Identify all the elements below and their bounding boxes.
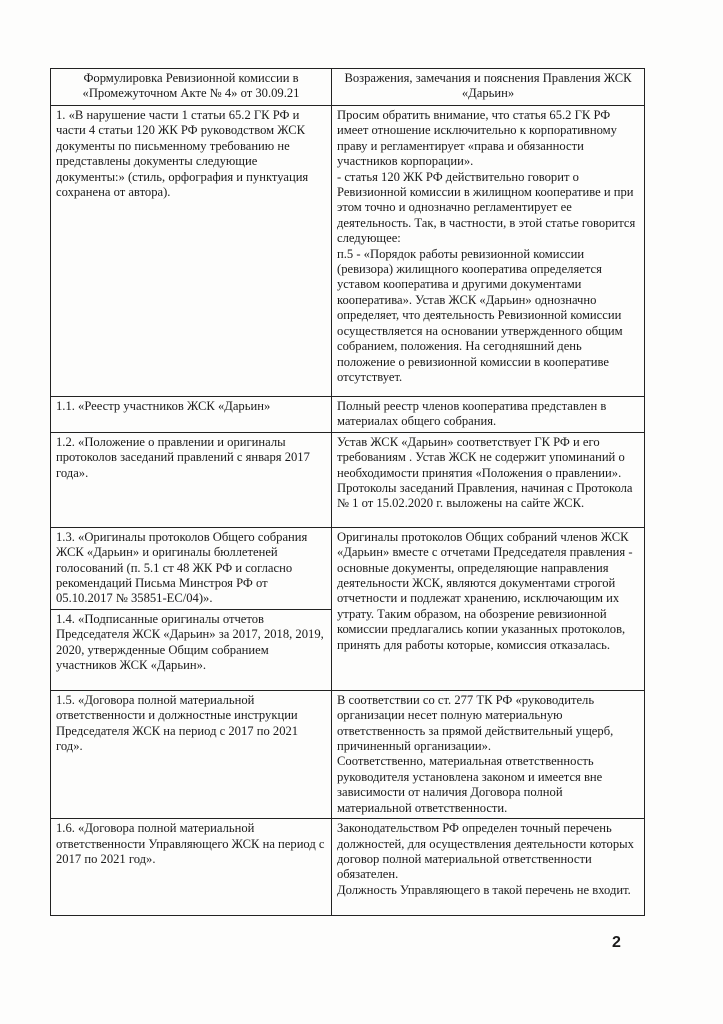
table-row bbox=[51, 819, 645, 916]
table-row bbox=[51, 690, 645, 818]
row-1-3-1-4-board-reply: Оригиналы протоколов Общих собраний членов ЖСК «Дарьин» вместе с отчетами Председателя правления - основные документы, определяющие направления деятельности ЖСК, являются документами строгой отчетности и подлежат хранению, исключающим их утрату. Таким образом, на обозрение ревизионной комиссии предлагались копии указанных протоколов, принять для работы которые, комиссия отказалась. bbox=[332, 527, 645, 690]
row-1-commission-text: 1. «В нарушение части 1 статьи 65.2 ГК РФ и части 4 статьи 120 ЖК РФ руководством ЖСК документы по письменному требованию не представлены документы следующие документы:» (стиль, орфография и пунктуация сохранена от автора). bbox=[51, 106, 332, 397]
table-row bbox=[51, 527, 645, 609]
row-1-1-board-reply: Полный реестр членов кооператива представлен в материалах общего собрания. bbox=[332, 397, 645, 433]
row-1-board-reply: Просим обратить внимание, что статья 65.2 ГК РФ имеет отношение исключительно к корпоративному праву и регламентирует «права и обязанности участников корпорации». - статья 120 ЖК РФ действительно говорит о Ревизионной комиссии в жилищном кооперативе и при этом точно и однозначно регламентирует ее деятельность. Так, в частности, в этой статье говорится следующее: п.5 - «Порядок работы ревизионной комиссии (ревизора) жилищного кооператива определяется уставом кооператива и другими документами кооператива». Устав ЖСК «Дарьин» однозначно определяет, что деятельность Ревизионной комиссии осуществляется на основании утвержденного общим собранием, положения. На сегодняшний день положение о ревизионной комиссии в кооперативе отсутствует. bbox=[332, 106, 645, 397]
row-1-2-commission-text: 1.2. «Положение о правлении и оригиналы протоколов заседаний правлений с января 2017 года». bbox=[51, 432, 332, 527]
row-1-5-board-reply: В соответствии со ст. 277 ТК РФ «руководитель организации несет полную материальную ответственность за прямой действительный ущерб, причиненный организации». Соответственно, материальная ответственность руководителя установлена законом и имеется вне зависимости от наличия Договора полной материальной ответственности. bbox=[332, 690, 645, 818]
row-1-5-commission-text: 1.5. «Договора полной материальной ответственности и должностные инструкции Председателя ЖСК на период с 2017 по 2021 год». bbox=[51, 690, 332, 818]
header-right-cell: Возражения, замечания и пояснения Правления ЖСК «Дарьин» bbox=[332, 69, 645, 106]
objections-table bbox=[50, 68, 645, 916]
table-header-row bbox=[51, 69, 645, 106]
table-row bbox=[51, 106, 645, 397]
row-1-4-commission-text: 1.4. «Подписанные оригиналы отчетов Председателя ЖСК «Дарьин» за 2017, 2018, 2019, 2020, утвержденные Общим собранием участников ЖСК «Дарьин». bbox=[51, 609, 332, 690]
table-row bbox=[51, 432, 645, 527]
row-1-2-board-reply: Устав ЖСК «Дарьин» соответствует ГК РФ и его требованиям . Устав ЖСК не содержит упоминаний о необходимости принятия «Положения о правлении». Протоколы заседаний Правления, начиная с Протокола № 1 от 15.02.2020 г. выложены на сайте ЖСК. bbox=[332, 432, 645, 527]
row-1-1-commission-text: 1.1. «Реестр участников ЖСК «Дарьин» bbox=[51, 397, 332, 433]
row-1-6-board-reply: Законодательством РФ определен точный перечень должностей, для осуществления деятельности которых договор полной материальной ответственности обязателен. Должность Управляющего в такой перечень не входит. bbox=[332, 819, 645, 916]
table-row bbox=[51, 397, 645, 433]
page-number: 2 bbox=[612, 934, 621, 951]
header-left-cell: Формулировка Ревизионной комиссии в «Промежуточном Акте № 4» от 30.09.21 bbox=[51, 69, 332, 106]
row-1-6-commission-text: 1.6. «Договора полной материальной ответственности Управляющего ЖСК на период с 2017 по 2021 год». bbox=[51, 819, 332, 916]
row-1-3-commission-text: 1.3. «Оригиналы протоколов Общего собрания ЖСК «Дарьин» и оригиналы бюллетеней голосований (п. 5.1 ст 48 ЖК РФ и согласно рекомендаций Письма Минстроя РФ от 05.10.2017 № 35851-ЕС/04)». bbox=[51, 527, 332, 609]
